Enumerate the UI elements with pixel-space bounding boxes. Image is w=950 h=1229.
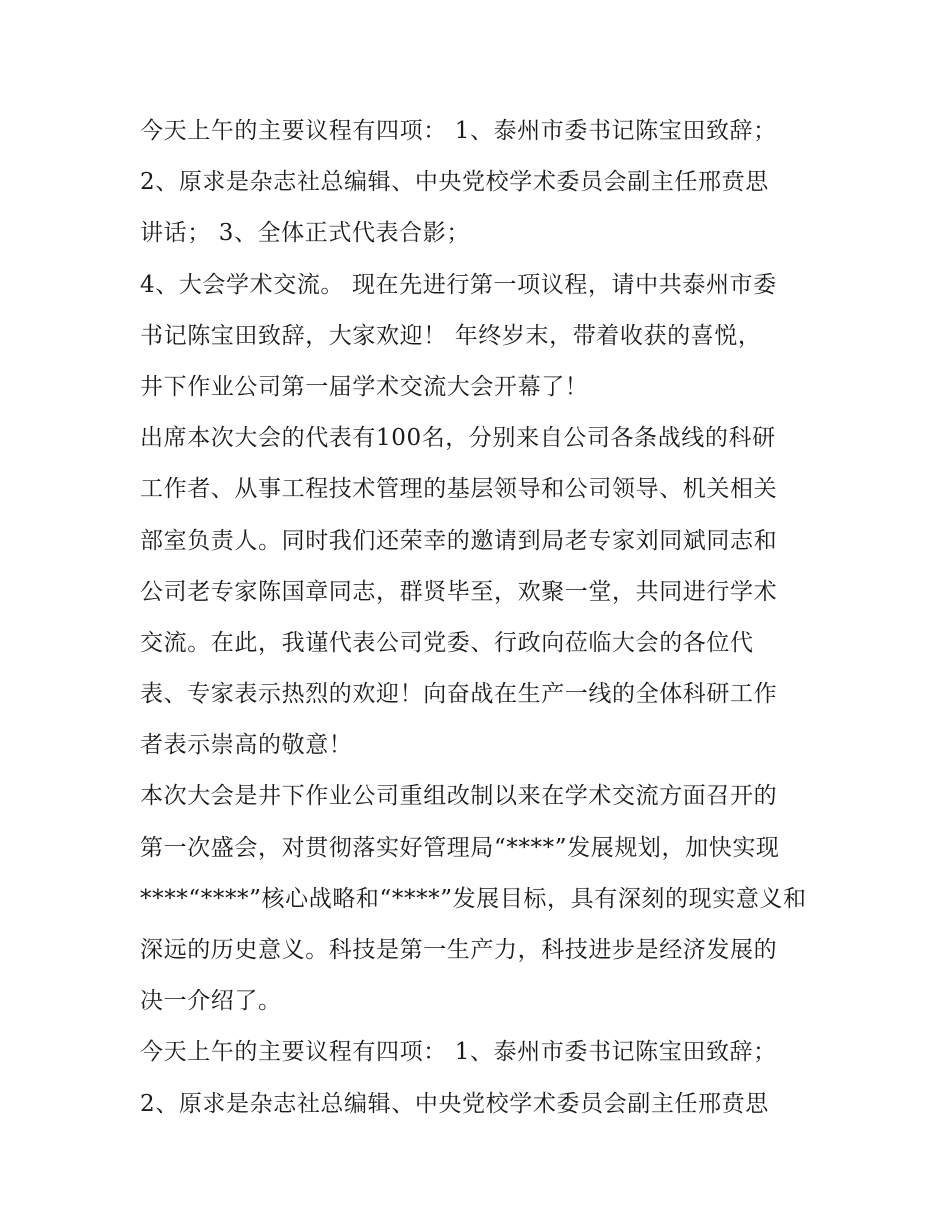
document-body <box>140 106 820 1130</box>
text-line: 工作者、从事工程技术管理的基层领导和公司领导、机关相关 <box>140 476 778 503</box>
text-line: 今天上午的主要议程有四项： 1、泰州市委书记陈宝田致辞； <box>140 118 777 144</box>
text-line: 部室负责人。同时我们还荣幸的邀请到局老专家刘同斌同志和 <box>140 527 778 554</box>
text-line: 书记陈宝田致辞，大家欢迎！ 年终岁末，带着收获的喜悦， <box>140 322 762 349</box>
text-line: 本次大会是井下作业公司重组改制以来在学术交流方面召开的 <box>140 783 778 810</box>
text-line: 2、原求是杂志社总编辑、中央党校学术委员会副主任邢贲思 <box>140 169 769 196</box>
text-line: 者表示崇高的敬意！ <box>140 732 353 759</box>
text-line: 今天上午的主要议程有四项： 1、泰州市委书记陈宝田致辞； <box>140 1039 777 1066</box>
text-line: 表、专家表示热烈的欢迎！向奋战在生产一线的全体科研工作 <box>140 681 778 708</box>
text-line: 深远的历史意义。科技是第一生产力，科技进步是经济发展的 <box>140 937 778 963</box>
text-line: 2、原求是杂志社总编辑、中央党校学术委员会副主任邢贲思 <box>140 1090 769 1117</box>
text-line: 井下作业公司第一届学术交流大会开幕了！ <box>140 373 589 400</box>
text-line: 第一次盛会，对贯彻落实好管理局“****”发展规划，加快实现 <box>140 834 780 861</box>
text-line: 讲话； 3、全体正式代表合影； <box>140 220 470 247</box>
text-line: 出席本次大会的代表有100名，分别来自公司各条战线的科研 <box>140 425 776 452</box>
text-line: ****“****”核心战略和“****”发展目标，具有深刻的现实意义和 <box>140 885 807 912</box>
text-line: 4、大会学术交流。 现在先进行第一项议程，请中共泰州市委 <box>140 271 777 298</box>
text-line: 公司老专家陈国章同志，群贤毕至，欢聚一堂，共同进行学术 <box>140 578 778 605</box>
text-line: 交流。在此，我谨代表公司党委、行政向莅临大会的各位代 <box>140 629 754 656</box>
text-line: 决一介绍了。 <box>140 988 282 1015</box>
